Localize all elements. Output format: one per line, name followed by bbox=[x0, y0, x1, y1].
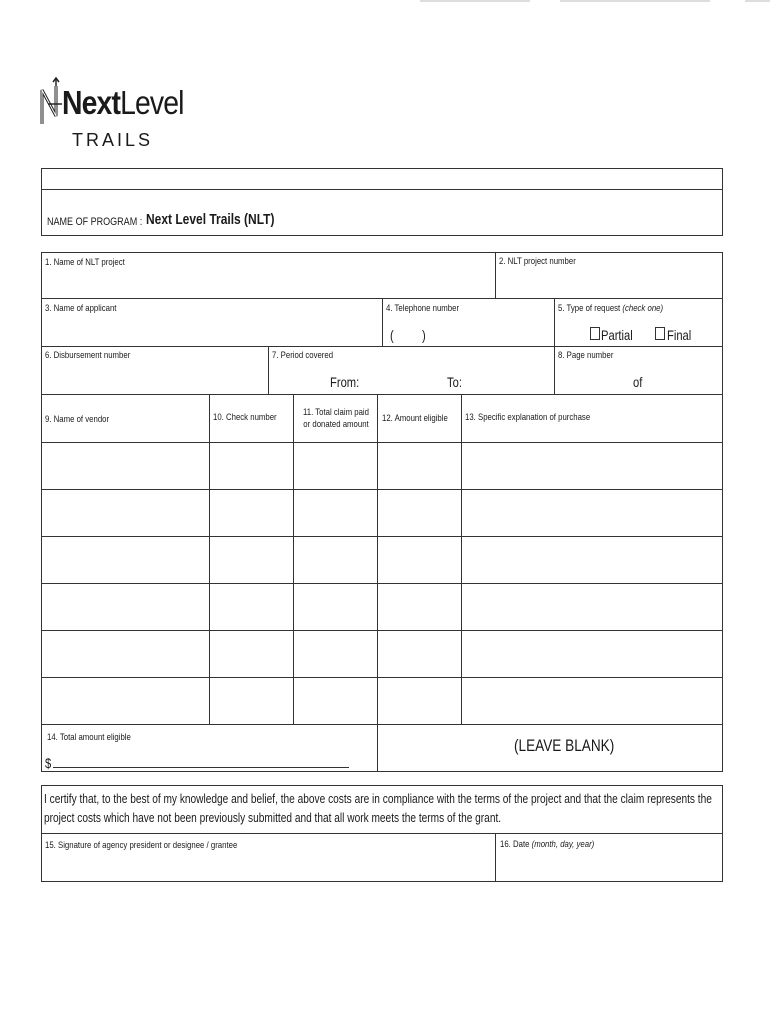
partial-checkbox[interactable] bbox=[590, 327, 600, 340]
applicant-name-field[interactable]: 3. Name of applicant bbox=[45, 303, 117, 314]
disbursement-number-field[interactable]: 6. Disbursement number bbox=[45, 350, 131, 361]
request-type-label: 5. Type of request (check one) bbox=[558, 303, 664, 314]
nlt-project-number-field[interactable]: 2. NLT project number bbox=[499, 256, 576, 267]
logo-subtitle: TRAILS bbox=[72, 130, 154, 150]
explanation-header: 13. Specific explanation of purchase bbox=[465, 412, 591, 423]
logo-name: NextLevel bbox=[62, 84, 184, 121]
table-row[interactable] bbox=[41, 724, 723, 725]
dollar-sign: $ bbox=[45, 755, 52, 771]
vendor-header: 9. Name of vendor bbox=[45, 414, 110, 425]
period-from[interactable]: From: bbox=[330, 374, 360, 390]
scan-artifact bbox=[420, 0, 530, 2]
page-of: of bbox=[633, 374, 643, 390]
scan-artifact bbox=[745, 0, 770, 2]
period-covered-label: 7. Period covered bbox=[272, 350, 334, 361]
program-box bbox=[41, 168, 723, 236]
final-label: Final bbox=[667, 327, 692, 343]
partial-label: Partial bbox=[601, 327, 633, 343]
total-eligible-label: 14. Total amount eligible bbox=[47, 732, 131, 743]
page-number-field[interactable]: 8. Page number bbox=[558, 350, 614, 361]
telephone-field[interactable]: 4. Telephone number bbox=[386, 303, 460, 314]
table-row[interactable] bbox=[41, 489, 723, 490]
telephone-paren-open: ( bbox=[390, 327, 394, 343]
table-row[interactable] bbox=[41, 677, 723, 678]
program-name: Next Level Trails (NLT) bbox=[146, 211, 275, 228]
table-row[interactable] bbox=[41, 536, 723, 537]
date-field[interactable]: 16. Date (month, day, year) bbox=[500, 839, 595, 850]
period-to[interactable]: To: bbox=[447, 374, 462, 390]
table-row[interactable] bbox=[41, 630, 723, 631]
table-row[interactable] bbox=[41, 583, 723, 584]
certification-line-1: I certify that, to the best of my knowledge and belief, the above costs are in compliance with the terms of the project and that the claim represents the bbox=[44, 791, 712, 806]
check-number-header: 10. Check number bbox=[213, 412, 277, 423]
amount-eligible-header: 12. Amount eligible bbox=[382, 413, 448, 424]
nlt-project-name-field[interactable]: 1. Name of NLT project bbox=[45, 257, 125, 268]
final-checkbox[interactable] bbox=[655, 327, 665, 340]
logo-mark-icon bbox=[38, 76, 64, 128]
certification-line-2: project costs which have not been previously submitted and that all work meets the terms of the grant. bbox=[44, 810, 502, 825]
scan-artifact bbox=[560, 0, 710, 2]
total-amount-line[interactable] bbox=[53, 767, 349, 768]
program-label: NAME OF PROGRAM : bbox=[47, 216, 143, 228]
claim-paid-header: 11. Total claim paid or donated amount bbox=[303, 407, 369, 430]
leave-blank-label: (LEAVE BLANK) bbox=[514, 736, 615, 755]
telephone-paren-close: ) bbox=[422, 327, 426, 343]
signature-field[interactable]: 15. Signature of agency president or designee / grantee bbox=[45, 840, 238, 851]
